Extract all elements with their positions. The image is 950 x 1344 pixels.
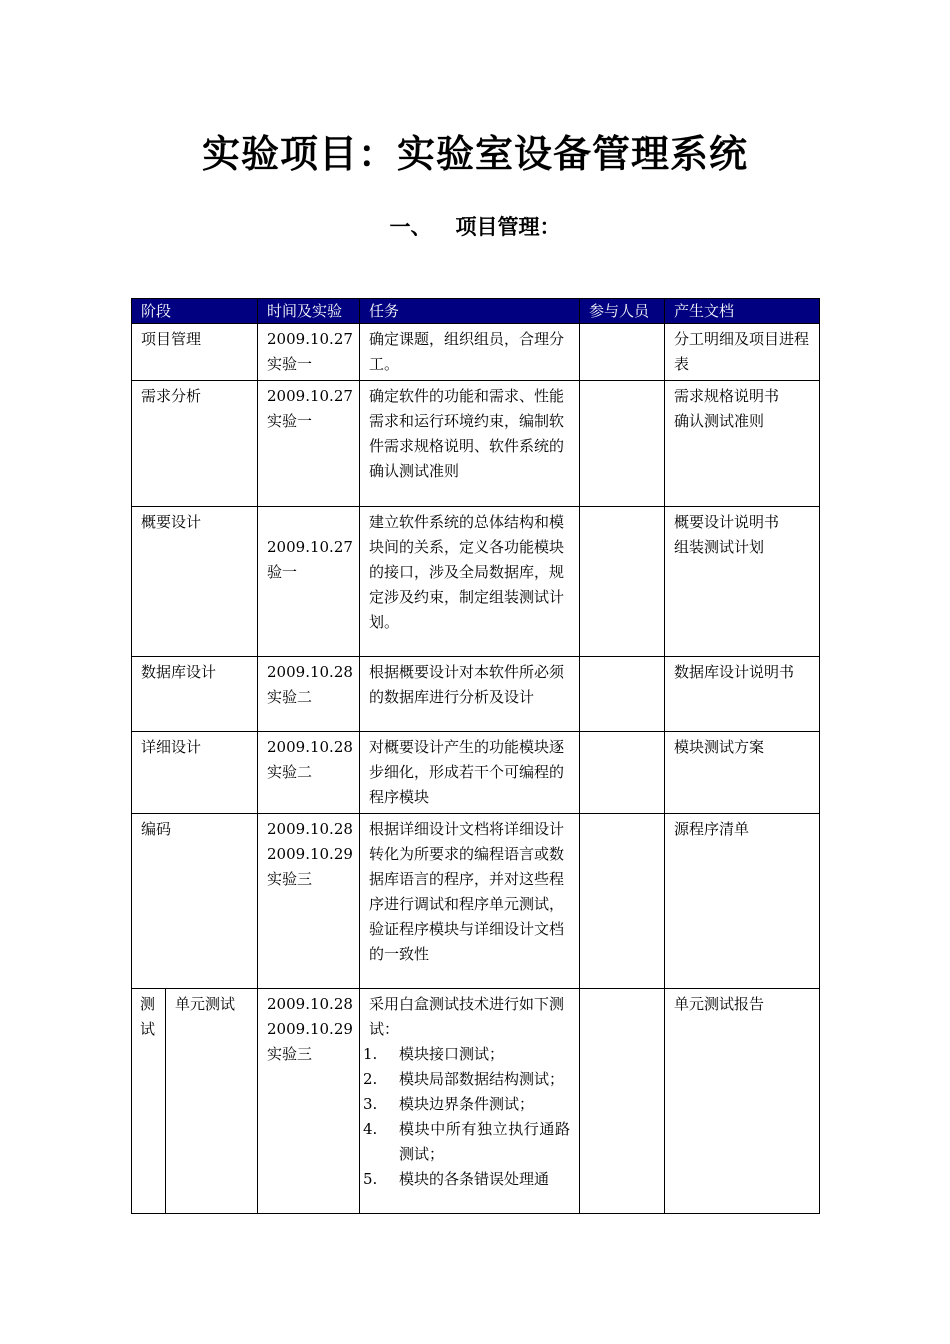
- table-row: [132, 507, 820, 657]
- header-docs: 产生文档: [665, 299, 820, 324]
- list-item: 5. 模块的各条错误处理通: [363, 1170, 550, 1188]
- list-item: 4. 模块中所有独立执行通路测试；: [363, 1120, 571, 1163]
- header-task: 任务: [360, 299, 580, 324]
- people-cell: [580, 324, 665, 381]
- task-intro: 采用白盒测试技术进行如下测试：: [369, 995, 565, 1038]
- table-row: [132, 381, 820, 507]
- time-cell: 2009.10.28 实验二: [258, 657, 360, 732]
- docs-cell: 概要设计说明书 组装测试计划: [665, 507, 820, 657]
- task-cell: 确定课题，组织组员，合理分工。: [360, 324, 580, 381]
- task-cell: [360, 989, 580, 1214]
- stage-cell: 概要设计: [132, 507, 258, 657]
- header-stage: 阶段: [132, 299, 258, 324]
- people-cell: [580, 732, 665, 814]
- stage-cell: 数据库设计: [132, 657, 258, 732]
- task-cell: 根据详细设计文档将详细设计转化为所要求的编程语言或数据库语言的程序，并对这些程序进行调试和程序单元测试，验证程序模块与详细设计文档的一致性: [360, 814, 580, 989]
- task-cell: 建立软件系统的总体结构和模块间的关系，定义各功能模块的接口，涉及全局数据库，规定涉及约束，制定组装测试计划。: [360, 507, 580, 657]
- stage-cell: 详细设计: [132, 732, 258, 814]
- time-cell: 2009.10.28 实验二: [258, 732, 360, 814]
- time-cell: 2009.10.27 实验一: [258, 381, 360, 507]
- test-group-char: 测试: [140, 995, 156, 1038]
- section-number: 一、: [389, 215, 432, 239]
- time-cell: 2009.10.28 2009.10.29 实验三: [258, 814, 360, 989]
- table-row: [132, 732, 820, 814]
- project-plan-table: [131, 298, 820, 1214]
- header-people: 参与人员: [580, 299, 665, 324]
- task-cell: 确定软件的功能和需求、性能需求和运行环境约束，编制软件需求规格说明、软件系统的确认测试准则: [360, 381, 580, 507]
- task-cell: 对概要设计产生的功能模块逐步细化，形成若干个可编程的程序模块: [360, 732, 580, 814]
- list-item: 2. 模块局部数据结构测试；: [363, 1070, 565, 1088]
- time-cell: 2009.10.28 2009.10.29 实验三: [258, 989, 360, 1214]
- header-time: 时间及实验: [258, 299, 360, 324]
- stage-cell: 需求分析: [132, 381, 258, 507]
- docs-cell: 模块测试方案: [665, 732, 820, 814]
- time-cell: 2009.10.27 验一: [258, 507, 360, 657]
- people-cell: [580, 657, 665, 732]
- docs-cell: 源程序清单: [665, 814, 820, 989]
- list-item: 3. 模块边界条件测试；: [363, 1095, 535, 1113]
- time-cell: 2009.10.27 实验一: [258, 324, 360, 381]
- section-label: 项目管理：: [455, 215, 561, 239]
- list-item: 1. 模块接口测试；: [363, 1045, 505, 1063]
- test-group-cell: [132, 989, 166, 1214]
- table-row: [132, 657, 820, 732]
- table-header-row: [132, 299, 820, 324]
- stage-cell: 项目管理: [132, 324, 258, 381]
- table-row: [132, 989, 820, 1214]
- stage-cell: 单元测试: [166, 989, 258, 1214]
- table-row: [132, 814, 820, 989]
- stage-cell: 编码: [132, 814, 258, 989]
- document-title: 实验项目：实验室设备管理系统: [201, 132, 748, 176]
- task-cell: 根据概要设计对本软件所必须的数据库进行分析及设计: [360, 657, 580, 732]
- docs-cell: 需求规格说明书 确认测试准则: [665, 381, 820, 507]
- docs-cell: 单元测试报告: [665, 989, 820, 1214]
- table-row: [132, 324, 820, 381]
- section-heading: [0, 212, 950, 242]
- docs-cell: 分工明细及项目进程表: [665, 324, 820, 381]
- people-cell: [580, 814, 665, 989]
- people-cell: [580, 381, 665, 507]
- docs-cell: 数据库设计说明书: [665, 657, 820, 732]
- people-cell: [580, 507, 665, 657]
- people-cell: [580, 989, 665, 1214]
- task-list: [363, 1042, 570, 1192]
